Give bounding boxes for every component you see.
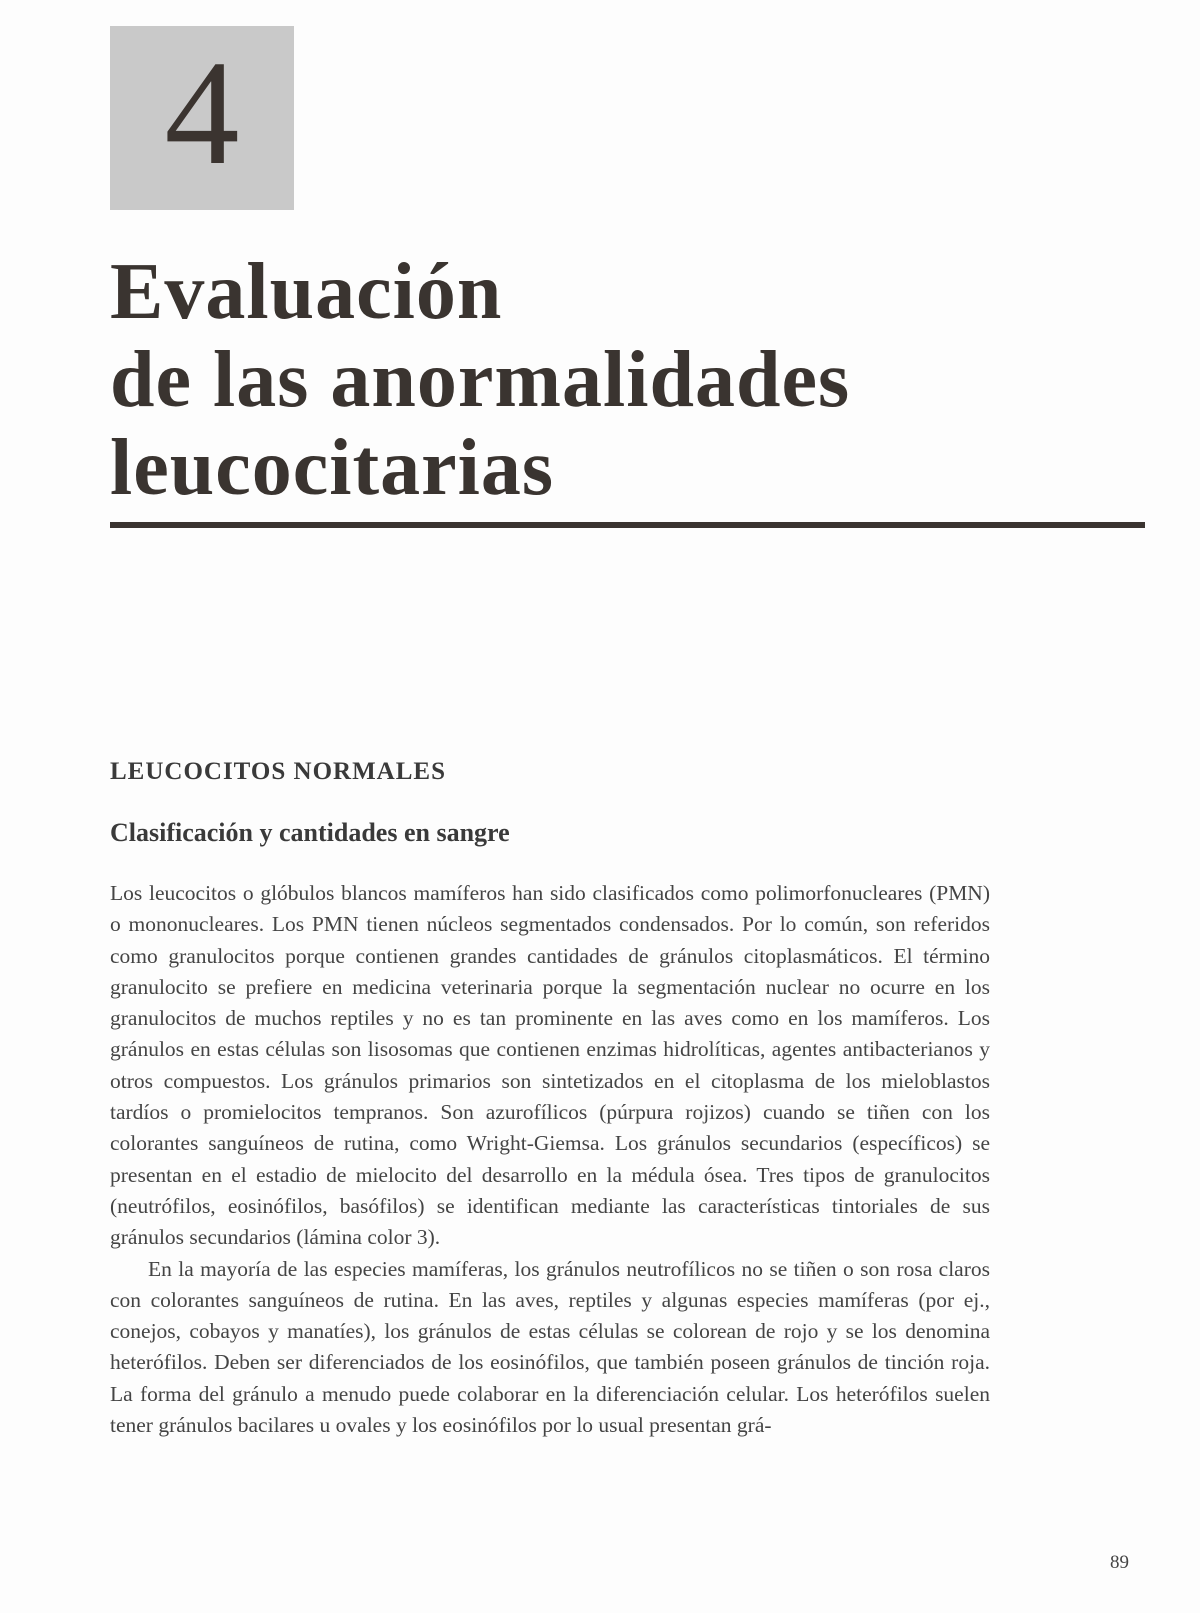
chapter-number: 4 (164, 30, 240, 196)
chapter-title-line-3: leucocitarias (110, 424, 554, 512)
body-text (110, 878, 990, 1441)
chapter-title-line-1: Evaluación (110, 248, 503, 336)
chapter-title-line-2: de las anormalidades (110, 336, 851, 424)
page-number: 89 (1110, 1552, 1129, 1573)
paragraph-1: Los leucocitos o glóbulos blancos mamíferos han sido clasificados como polimorfonucleares (PMN) o mononucleares. Los PMN tienen núcleos segmentados condensados. Por lo común, son referidos como granulocitos porque contienen grandes cantidades de gránulos citoplasmáticos. El término granulocito se prefiere en medicina veterinaria porque la segmentación nuclear no ocurre en los granulocitos de muchos reptiles y no es tan prominente en las aves como en los mamíferos. Los gránulos en estas células son lisosomas que contienen enzimas hidrolíticas, agentes antibacterianos y otros compuestos. Los gránulos primarios son sintetizados en el citoplasma de los mieloblastos tardíos o promielocitos tempranos. Son azurofílicos (púrpura rojizos) cuando se tiñen con los colorantes sanguíneos de rutina, como Wright-Giemsa. Los gránulos secundarios (específicos) se presentan en el estadio de mielocito del desarrollo en la médula ósea. Tres tipos de granulocitos (neutrófilos, eosinófilos, basófilos) se identifican mediante las características tintoriales de sus gránulos secundarios (lámina color 3). (110, 881, 990, 1250)
title-divider (110, 522, 1145, 528)
paragraph-2: En la mayoría de las especies mamíferas, los gránulos neutrofílicos no se tiñen o son rosa claros con colorantes sanguíneos de rutina. En las aves, reptiles y algunas especies mamíferas (por ej., conejos, cobayos y manatíes), los gránulos de estas células se colorean de rojo y se los denomina heterófilos. Deben ser diferenciados de los eosinófilos, que también poseen gránulos de tinción roja. La forma del gránulo a menudo puede colaborar en la diferenciación celular. Los heterófilos suelen tener gránulos bacilares u ovales y los eosinófilos por lo usual presentan grá- (110, 1256, 990, 1438)
section-heading: LEUCOCITOS NORMALES (110, 758, 446, 785)
subsection-heading: Clasificación y cantidades en sangre (110, 818, 510, 847)
chapter-title (110, 248, 1150, 512)
chapter-number-box (110, 26, 294, 210)
